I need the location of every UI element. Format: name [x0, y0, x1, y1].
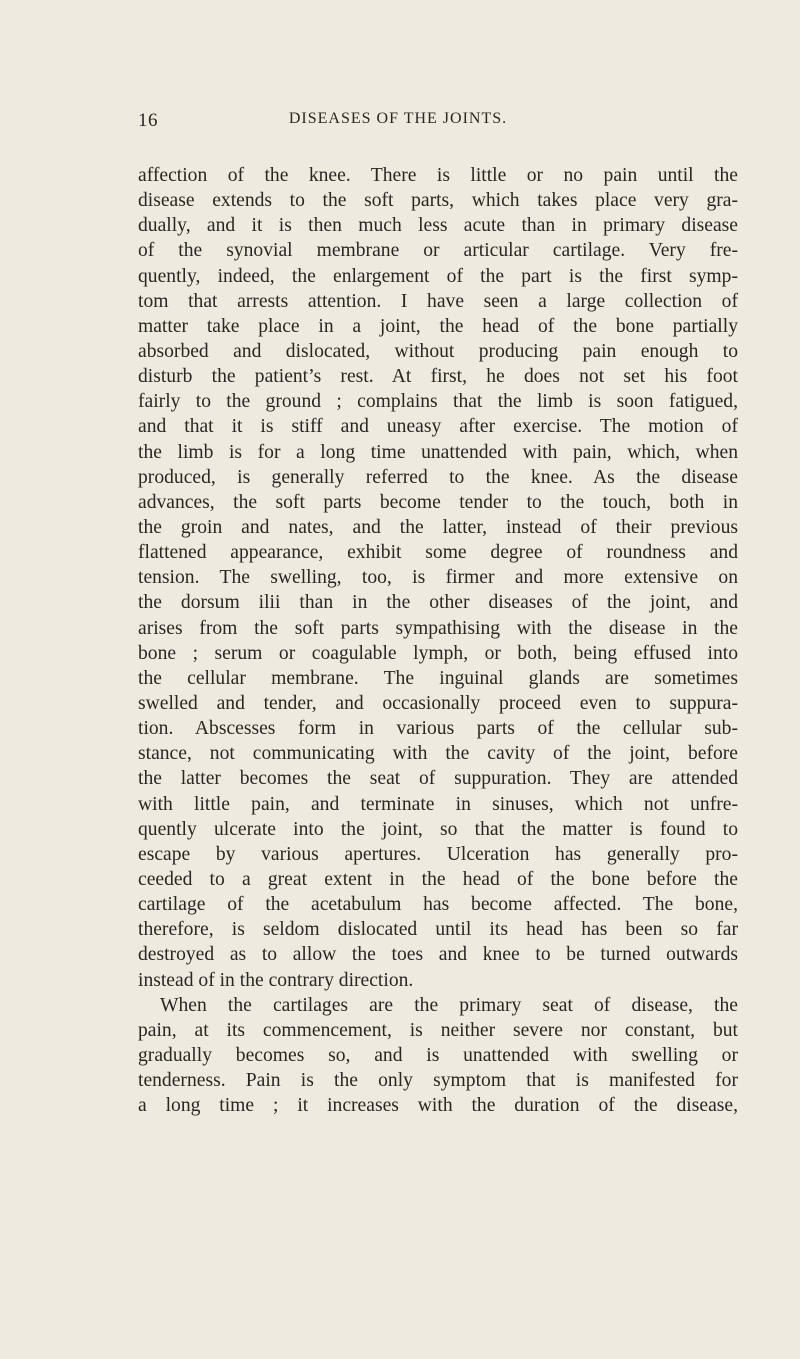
text-line: stance, not communicating with the cavity of the joint, before: [138, 743, 738, 765]
text-line: swelled and tender, and occasionally proceed even to suppura-: [138, 692, 738, 714]
text-line: quently ulcerate into the joint, so that the matter is found to: [138, 818, 738, 840]
text-line: destroyed as to allow the toes and knee to be turned outwards: [138, 944, 738, 966]
text-line: the cellular membrane. The inguinal glands are sometimes: [138, 667, 738, 689]
running-head: DISEASES OF THE JOINTS.: [288, 110, 508, 127]
text-line: flattened appearance, exhibit some degree of roundness and: [138, 542, 738, 564]
page-header: [138, 110, 658, 134]
text-line: of the synovial membrane or articular cartilage. Very fre-: [138, 240, 738, 262]
text-line: and that it is stiff and uneasy after exercise. The motion of: [138, 416, 738, 438]
text-line: disease extends to the soft parts, which takes place very gra-: [138, 190, 738, 212]
text-line: with little pain, and terminate in sinuses, which not unfre-: [138, 793, 738, 815]
text-line: therefore, is seldom dislocated until its head has been so far: [138, 919, 738, 941]
text-line: the dorsum ilii than in the other diseases of the joint, and: [138, 592, 738, 614]
text-line: tenderness. Pain is the only symptom that is manifested for: [138, 1070, 738, 1092]
text-line: arises from the soft parts sympathising with the disease in the: [138, 617, 738, 639]
text-line: gradually becomes so, and is unattended with swelling or: [138, 1044, 738, 1066]
text-line: produced, is generally referred to the knee. As the disease: [138, 466, 738, 488]
text-line: disturb the patient’s rest. At first, he does not set his foot: [138, 366, 738, 388]
text-line: pain, at its commencement, is neither severe nor constant, but: [138, 1019, 738, 1041]
text-line: tion. Abscesses form in various parts of the cellular sub-: [138, 718, 738, 740]
text-line: cartilage of the acetabulum has become affected. The bone,: [138, 894, 738, 916]
paragraph-end-line: instead of in the contrary direction.: [138, 969, 414, 991]
text-line: tom that arrests attention. I have seen a large collection of: [138, 290, 738, 312]
text-line: dually, and it is then much less acute than in primary disease: [138, 215, 738, 237]
text-line: tension. The swelling, too, is firmer and more extensive on: [138, 567, 738, 589]
text-line: the latter becomes the seat of suppuration. They are attended: [138, 768, 738, 790]
text-line: the limb is for a long time unattended with pain, which, when: [138, 441, 738, 463]
text-line: the groin and nates, and the latter, instead of their previous: [138, 516, 738, 538]
text-line: advances, the soft parts become tender to the touch, both in: [138, 491, 738, 513]
text-line: bone ; serum or coagulable lymph, or both, being effused into: [138, 642, 738, 664]
paragraph-start-line: When the cartilages are the primary seat of disease, the: [160, 994, 738, 1016]
body-text: [138, 163, 738, 1118]
text-line: escape by various apertures. Ulceration has generally pro-: [138, 843, 738, 865]
page-number: 16: [138, 110, 158, 131]
text-line: a long time ; it increases with the duration of the disease,: [138, 1095, 738, 1117]
text-line: matter take place in a joint, the head of the bone partially: [138, 315, 738, 337]
text-line: absorbed and dislocated, without producing pain enough to: [138, 340, 738, 362]
text-line: affection of the knee. There is little or no pain until the: [138, 165, 738, 186]
text-line: ceeded to a great extent in the head of the bone before the: [138, 868, 738, 890]
text-line: fairly to the ground ; complains that the limb is soon fatigued,: [138, 391, 738, 413]
text-line: quently, indeed, the enlargement of the part is the first symp-: [138, 265, 738, 287]
